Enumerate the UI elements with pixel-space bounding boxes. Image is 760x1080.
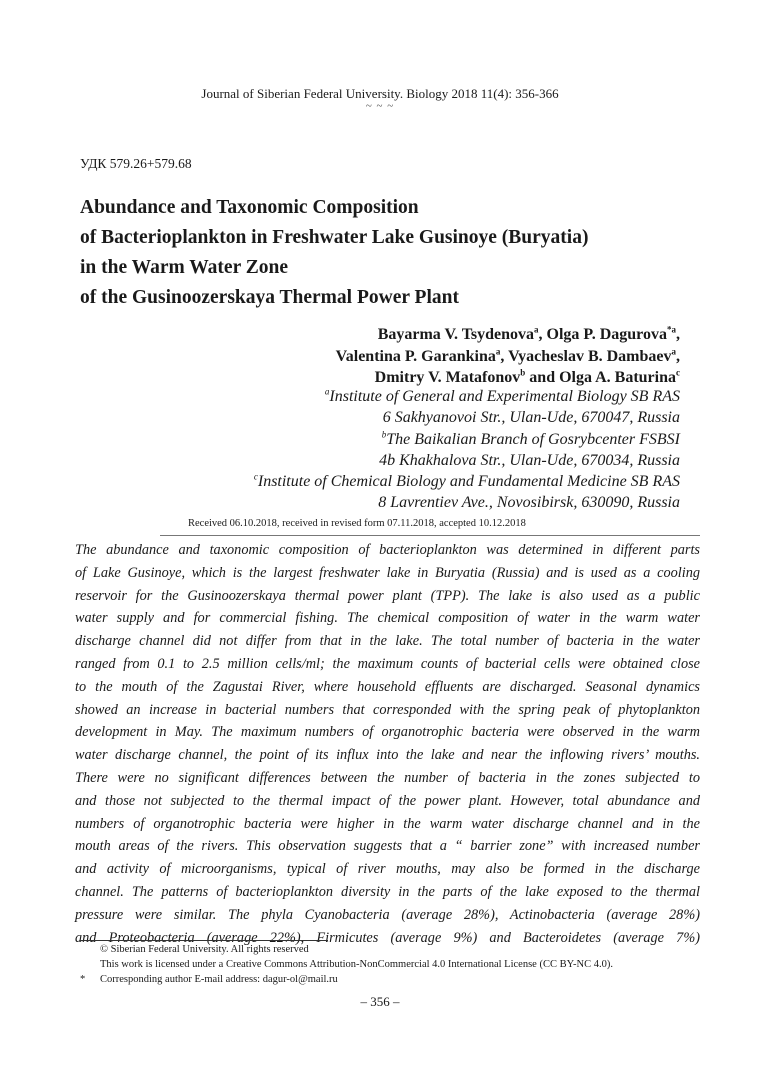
abstract-line: pressure were similar. The phyla Cyanobacteria (average 28%), Actinobacteria (average 28%) — [75, 906, 700, 923]
abstract-line: and activity of microorganisms, typical of river mouths, may also be formed in the discharge — [75, 861, 700, 878]
abstract-line: and Proteobacteria (average 22%), Firmicutes (average 9%) and Bacteroidetes (average 7%) — [75, 929, 700, 946]
title-line: Abundance and Taxonomic Composition — [80, 197, 419, 218]
affiliation-address: 8 Lavrentiev Ave., Novosibirsk, 630090, Russia — [378, 494, 680, 512]
abstract-line: channel. The patterns of bacterioplankton diversity in the parts of the lake exposed to the thermal — [75, 883, 700, 900]
divider — [160, 535, 700, 536]
author-separator: , — [500, 347, 509, 365]
affiliation-mark: c — [253, 471, 258, 482]
affiliation-name: Institute of Chemical Biology and Fundamental Medicine SB RAS — [257, 473, 680, 491]
footnote-star: * — [80, 974, 86, 985]
abstract-line: ranged from 0.1 to 2.5 million cells/ml; the maximum counts of bacterial cells were obtained close — [75, 655, 700, 672]
author-name: Dmitry V. Matafonov — [374, 369, 521, 386]
header-separator: ~ ~ ~ — [365, 100, 395, 112]
footnote-divider — [80, 940, 328, 941]
affiliation-address: 6 Sakhyanovoi Str., Ulan-Ude, 670047, Russia — [382, 409, 680, 427]
abstract-line: water supply and for commercial fishing. The chemical composition of water in the warm water — [75, 610, 700, 627]
abstract-line: discharge channel did not differ from that in the lake. The total number of bacteria in the water — [75, 633, 700, 650]
paper-title — [80, 193, 588, 313]
abstract-line: showed an increase in bacterial numbers that corresponded with the spring peak of phytoplankton — [75, 701, 700, 718]
author-name: Olga P. Dagurova — [546, 326, 667, 343]
udk-code: УДК 579.26+579.68 — [80, 156, 192, 171]
journal-header: Journal of Siberian Federal University. Biology 2018 11(4): 356-366 — [201, 86, 559, 101]
affiliations — [254, 386, 680, 514]
author-list — [336, 324, 680, 389]
abstract-line: The abundance and taxonomic composition of bacterioplankton was determined in different parts — [75, 542, 700, 558]
affiliation-name: The Baikalian Branch of Gosrybcenter FSBSI — [386, 430, 680, 448]
abstract-line: to the mouth of the Zagustai River, where household effluents are discharged. Seasonal dynamics — [75, 678, 700, 695]
affiliation-name: Institute of General and Experimental Biology SB RAS — [329, 388, 680, 405]
author-affiliation-mark: a — [671, 346, 676, 357]
title-line: of Bacterioplankton in Freshwater Lake Gusinoye (Buryatia) — [80, 227, 589, 248]
author-name: Vyacheslav B. Dambaev — [508, 347, 672, 365]
author-affiliation-mark: b — [520, 367, 526, 378]
author-affiliation-mark: a — [495, 346, 501, 357]
abstract-line: water discharge channel, the point of its influx into the lake and near the inflowing rivers’ mouths. — [75, 747, 700, 764]
title-line: in the Warm Water Zone — [80, 257, 289, 278]
author-separator: and — [525, 369, 560, 386]
author-name: Olga A. Baturina — [559, 369, 676, 386]
corresponding-author-note: Corresponding author E-mail address: dagur-ol@mail.ru — [100, 974, 338, 985]
affiliation-mark: a — [324, 386, 330, 397]
license-note: This work is licensed under a Creative Commons Attribution-NonCommercial 4.0 International License (CC BY-NC 4.0). — [100, 959, 613, 970]
received-dates: Received 06.10.2018, received in revised form 07.11.2018, accepted 10.12.2018 — [188, 518, 526, 529]
author-separator: , — [676, 347, 680, 365]
author-affiliation-mark: c — [676, 367, 680, 378]
author-affiliation-mark: *a — [667, 324, 676, 335]
abstract-line: and those not subjected to the thermal impact of the power plant. However, total abundance and — [75, 792, 700, 809]
affiliation-address: 4b Khakhalova Str., Ulan-Ude, 670034, Russia — [379, 451, 680, 469]
author-separator: , — [538, 326, 547, 343]
author-name: Bayarma V. Tsydenova — [377, 326, 535, 343]
abstract-line: of Lake Gusinoye, which is the largest freshwater lake in Buryatia (Russia) and is used as a cooling — [75, 564, 700, 581]
abstract-line: reservoir for the Gusinoozerskaya thermal power plant (TPP). The lake is also used as a public — [75, 587, 700, 604]
author-name: Valentina P. Garankina — [335, 347, 496, 365]
author-affiliation-mark: a — [534, 324, 539, 335]
copyright-note: © Siberian Federal University. All rights reserved — [100, 944, 309, 955]
abstract — [75, 539, 700, 949]
title-line: of the Gusinoozerskaya Thermal Power Plant — [80, 287, 459, 308]
page-number: – 356 – — [360, 994, 400, 1009]
abstract-line: There were no significant differences between the number of bacteria in the zones subjected to — [75, 769, 700, 786]
abstract-line: numbers of organotrophic bacteria were higher in the warm water discharge channel and in the — [75, 815, 700, 832]
footnotes — [80, 942, 613, 987]
author-separator: , — [676, 326, 680, 343]
abstract-line: development in May. The maximum numbers of organotrophic bacteria were observed in the warm — [75, 724, 700, 741]
abstract-line: mouth areas of the rivers. This observation suggests that a “ barrier zone” with increased number — [75, 838, 700, 855]
affiliation-mark: b — [381, 429, 387, 440]
